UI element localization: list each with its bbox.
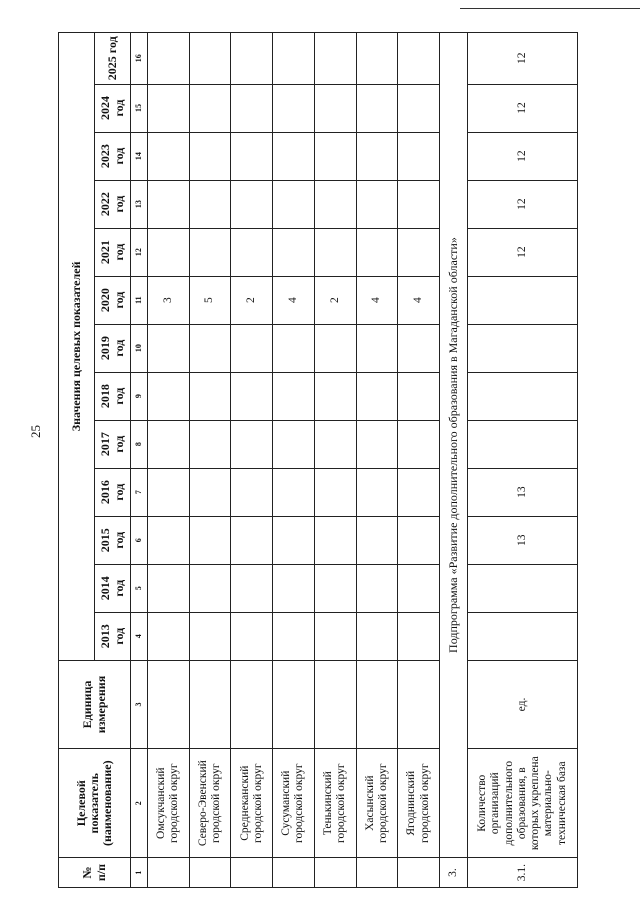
column-number: 4 xyxy=(131,612,148,660)
header-year: 2021 год xyxy=(95,228,131,276)
district-name: Ягоднинский городской округ xyxy=(398,749,440,858)
header-year: 2018 год xyxy=(95,372,131,420)
value-2016: 13 xyxy=(468,468,578,516)
header-indicator: Целевой показатель (наименование) xyxy=(59,749,131,858)
target-indicators-table xyxy=(58,32,578,888)
table-row xyxy=(189,33,231,888)
header-year: 2019 год xyxy=(95,324,131,372)
table-row xyxy=(398,33,440,888)
header-unit: Единица измерения xyxy=(59,660,131,749)
subprogram-num: 3. xyxy=(440,858,468,888)
value-2015: 13 xyxy=(468,516,578,564)
header-year: 2015 год xyxy=(95,516,131,564)
header-year: 2014 год xyxy=(95,564,131,612)
column-number: 15 xyxy=(131,84,148,132)
column-number: 9 xyxy=(131,372,148,420)
column-number: 8 xyxy=(131,420,148,468)
column-number: 16 xyxy=(131,33,148,85)
header-year: 2022 год xyxy=(95,180,131,228)
district-name: Северо-Эвенский городской округ xyxy=(189,749,231,858)
page-number: 25 xyxy=(28,425,43,438)
column-number: 13 xyxy=(131,180,148,228)
rotated-table-container xyxy=(58,32,578,888)
header-year: 2013 год xyxy=(95,612,131,660)
header-year: 2025 год xyxy=(95,33,131,85)
district-name: Хасынский городской округ xyxy=(356,749,398,858)
top-rule xyxy=(460,8,640,9)
table-row xyxy=(468,33,578,888)
district-name: Сусуманский городской округ xyxy=(273,749,315,858)
column-number: 1 xyxy=(131,858,148,888)
header-year: 2023 год xyxy=(95,132,131,180)
value-2024: 12 xyxy=(468,84,578,132)
header-year: 2016 год xyxy=(95,468,131,516)
header-year: 2024 год xyxy=(95,84,131,132)
row-num: 3.1. xyxy=(468,858,578,888)
column-number: 11 xyxy=(131,276,148,324)
value-2020: 5 xyxy=(189,276,231,324)
header-year: 2020 год xyxy=(95,276,131,324)
district-name: Среднеканский городской округ xyxy=(231,749,273,858)
header-num: № п/п xyxy=(59,858,131,888)
table-row xyxy=(231,33,273,888)
indicator-name: Количество организаций дополнительного образования, в которых укреплена материально-техническая база xyxy=(468,749,578,858)
value-2022: 12 xyxy=(468,180,578,228)
value-2023: 12 xyxy=(468,132,578,180)
value-2020: 4 xyxy=(273,276,315,324)
district-name: Омсукчанский городской округ xyxy=(148,749,190,858)
column-number: 2 xyxy=(131,749,148,858)
column-number: 7 xyxy=(131,468,148,516)
column-number: 5 xyxy=(131,564,148,612)
value-2020: 4 xyxy=(356,276,398,324)
district-name: Тенькинский городской округ xyxy=(314,749,356,858)
column-number: 3 xyxy=(131,660,148,749)
value-2020: 4 xyxy=(398,276,440,324)
column-number: 12 xyxy=(131,228,148,276)
unit: ед. xyxy=(468,660,578,749)
table-row xyxy=(356,33,398,888)
value-2020: 2 xyxy=(314,276,356,324)
header-year: 2017 год xyxy=(95,420,131,468)
value-2021: 12 xyxy=(468,228,578,276)
table-row xyxy=(314,33,356,888)
column-number: 14 xyxy=(131,132,148,180)
subprogram-title: Подпрограмма «Развитие дополнительного образования в Магаданской области» xyxy=(440,33,468,858)
value-2025: 12 xyxy=(468,33,578,85)
table-row xyxy=(148,33,190,888)
table-row xyxy=(273,33,315,888)
header-values-group: Значения целевых показателей xyxy=(59,33,95,661)
value-2020: 2 xyxy=(231,276,273,324)
value-2020: 3 xyxy=(148,276,190,324)
column-number: 10 xyxy=(131,324,148,372)
column-number: 6 xyxy=(131,516,148,564)
subprogram-row xyxy=(440,33,468,888)
